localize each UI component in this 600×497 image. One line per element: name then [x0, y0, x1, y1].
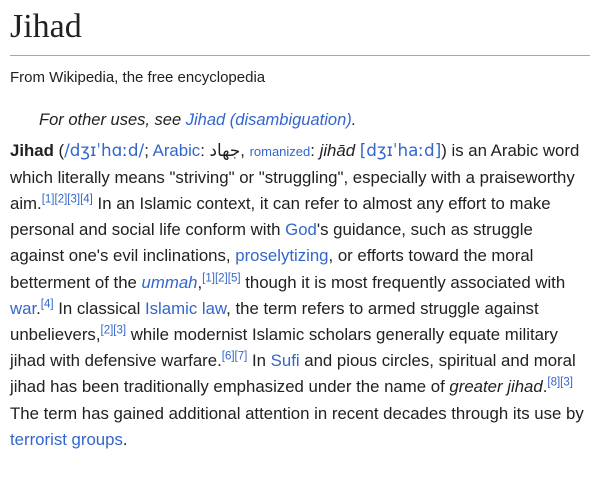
reference: [547, 377, 573, 389]
text: ) is an Arabic word which literally means "striving" or "struggling", especially with a praiseworthy aim.: [10, 140, 580, 213]
ummah-link[interactable]: [142, 273, 198, 292]
text: ,: [197, 272, 203, 292]
reference-link[interactable]: [2]: [100, 324, 114, 337]
reference: [101, 324, 127, 336]
islamic-law-link[interactable]: Islamic law: [145, 298, 227, 318]
text: .: [542, 377, 548, 397]
text: though it is most frequently associated with: [240, 272, 566, 292]
reference-link[interactable]: [4]: [80, 193, 93, 206]
romanized-term: jihād: [319, 140, 356, 160]
reference-link[interactable]: [3]: [67, 193, 81, 206]
arabic-language-link[interactable]: Arabic: [152, 140, 201, 160]
reference-link[interactable]: [5]: [227, 271, 241, 284]
text: :: [200, 140, 210, 160]
romanized-link[interactable]: romanized: [249, 143, 311, 159]
text: ,: [240, 140, 250, 160]
text: and pious circles, spiritual and moral jihad has been traditionally emphasized under the name of: [10, 351, 576, 397]
reference-link[interactable]: [6]: [221, 350, 235, 363]
page-title: Jihad: [10, 0, 590, 56]
ummah-text: ummah: [141, 272, 198, 292]
site-tagline: From Wikipedia, the free encyclopedia: [10, 68, 266, 86]
reference-link[interactable]: [7]: [234, 350, 248, 363]
god-link[interactable]: God: [285, 220, 317, 240]
sufi-link[interactable]: Sufi: [270, 351, 300, 371]
arabic-script: جهاد: [209, 140, 241, 160]
reference-link[interactable]: [3]: [560, 376, 573, 389]
reference-link[interactable]: [2]: [214, 271, 228, 284]
text: In classical: [53, 298, 145, 318]
text: :: [310, 140, 320, 160]
hatnote: [39, 111, 590, 130]
text: .: [36, 298, 41, 318]
ipa-english-link[interactable]: /dʒɪˈhɑːd/: [64, 139, 145, 160]
text: The term has gained additional attention in recent decades through its use by: [10, 403, 584, 423]
reference-link[interactable]: [2]: [54, 193, 68, 206]
reference: [41, 298, 54, 310]
reference-link[interactable]: [1]: [202, 271, 215, 284]
war-link[interactable]: war: [10, 298, 37, 318]
text: 's guidance, such as struggle against one's evil inclinations,: [10, 220, 533, 266]
text: while modernist Islamic scholars generally equate military jihad with defensive warfare.: [10, 324, 558, 371]
terrorist-groups-link[interactable]: terrorist groups: [10, 429, 123, 449]
reference: [42, 193, 93, 205]
disambiguation-link[interactable]: Jihad (disambiguation): [185, 110, 352, 129]
text: In: [247, 351, 271, 371]
ipa-arabic-link[interactable]: [dʒɪˈhaːd]: [359, 139, 442, 160]
reference: [222, 351, 248, 363]
text: .: [122, 429, 128, 449]
reference-link[interactable]: [1]: [41, 193, 55, 206]
lead-paragraph: [10, 137, 590, 453]
text: , or efforts toward the moral betterment of the: [10, 246, 534, 292]
reference-link[interactable]: [3]: [113, 324, 127, 337]
text: ;: [144, 140, 153, 160]
greater-jihad-term: greater jihad: [449, 377, 543, 397]
proselytizing-link[interactable]: proselytizing: [235, 246, 329, 266]
hatnote-prefix: For other uses, see: [39, 110, 186, 129]
reference-link[interactable]: [4]: [40, 298, 54, 311]
hatnote-suffix: .: [351, 110, 357, 129]
lead-term: Jihad: [10, 140, 54, 160]
reference: [202, 272, 240, 284]
reference-link[interactable]: [8]: [547, 376, 561, 389]
text: , the term refers to armed struggle against unbelievers,: [10, 298, 539, 344]
text: (: [53, 140, 65, 160]
text: In an Islamic context, it can refer to almost any effort to make personal and social life conform with: [10, 193, 551, 240]
